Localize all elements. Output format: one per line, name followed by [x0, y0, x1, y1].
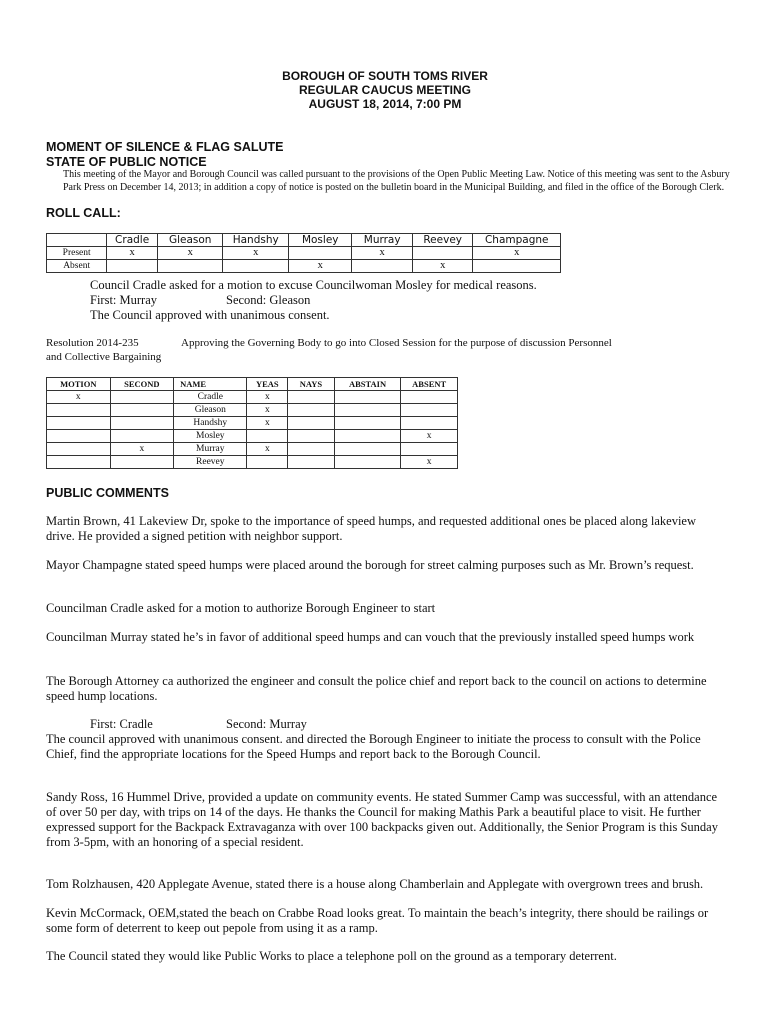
heading-public-comments: PUBLIC COMMENTS	[46, 486, 169, 500]
vote-cell	[110, 430, 174, 443]
vote-cell	[288, 456, 335, 469]
roll-header-cell: Handshy	[223, 234, 289, 247]
vote-cell	[334, 404, 401, 417]
doc-title-line1: BOROUGH OF SOUTH TOMS RIVER	[282, 69, 488, 83]
vote-cell	[334, 430, 401, 443]
vote-cell	[110, 417, 174, 430]
vote-cell: x	[247, 391, 288, 404]
vote-cell: Handshy	[174, 417, 247, 430]
vote-cell	[47, 417, 111, 430]
comment-mayor-champagne: Mayor Champagne stated speed humps were placed around the borough for street calming purposes such as Mr. Brown’s request.	[46, 558, 694, 572]
roll-cell: x	[352, 247, 412, 260]
roll-cell: x	[223, 247, 289, 260]
vote-header-cell: MOTION	[47, 378, 111, 391]
roll-row-label: Present	[47, 247, 107, 260]
public-notice-text: This meeting of the Mayor and Borough Council was called pursuant to the provisions of the Open Public Meeting Law. Notice of this meeting was sent to the Asbury Park Press on December 14, 2013; in addition a copy of notice is posted on the bulletin board in the Municipal Building, and filed in the office of the Borough Clerk.	[63, 169, 730, 193]
council-statement-public-works: The Council stated they would like Public Works to place a telephone poll on the ground as a temporary deterrent.	[46, 949, 617, 963]
comment-tom-rolzhausen: Tom Rolzhausen, 420 Applegate Avenue, stated there is a house along Chamberlain and Applegate with overgrown trees and brush.	[46, 877, 704, 891]
vote-cell: x	[247, 404, 288, 417]
vote-cell	[110, 404, 174, 417]
vote-cell	[288, 417, 335, 430]
comment-councilman-murray: Councilman Murray stated he’s in favor of additional speed humps and can vouch that the previously installed speed humps work	[46, 630, 695, 644]
vote-cell	[247, 456, 288, 469]
roll-cell: x	[107, 247, 158, 260]
vote-row	[47, 443, 458, 456]
vote-header-cell: SECOND	[110, 378, 174, 391]
vote-header-row	[47, 378, 458, 391]
roll-header-cell: Mosley	[289, 234, 352, 247]
roll-cell	[289, 247, 352, 260]
roll-call-row-absent	[47, 260, 561, 273]
vote-cell	[110, 456, 174, 469]
motion1-second: Second: Gleason	[226, 293, 311, 307]
roll-cell	[223, 260, 289, 273]
vote-cell	[401, 443, 458, 456]
comment-councilman-cradle: Councilman Cradle asked for a motion to authorize Borough Engineer to start	[46, 601, 436, 615]
vote-cell	[288, 443, 335, 456]
vote-cell: Cradle	[174, 391, 247, 404]
roll-header-cell: Murray	[352, 234, 412, 247]
doc-title-line2: REGULAR CAUCUS MEETING	[298, 83, 471, 97]
vote-cell: Reevey	[174, 456, 247, 469]
doc-title-line3: AUGUST 18, 2014, 7:00 PM	[308, 97, 462, 111]
comment-sandy-ross: Sandy Ross, 16 Hummel Drive, provided a update on community events. He stated Summer Camp was successful, with an attendance of over 50 per day, with trips on 14 of the days. He thanks the Council for making Mathis Park a beautiful place to visit. He further expressed support for the Backpack Extravaganza with over 100 backpacks given out. Additionally, the Senior Program is this Sunday from 3-5pm, with an honoring of a special resident.	[46, 790, 718, 849]
vote-cell	[401, 417, 458, 430]
vote-cell	[288, 391, 335, 404]
vote-cell	[47, 443, 111, 456]
vote-cell	[288, 430, 335, 443]
roll-cell: x	[289, 260, 352, 273]
vote-cell	[334, 417, 401, 430]
roll-cell: x	[412, 260, 473, 273]
roll-cell	[412, 247, 473, 260]
vote-cell	[334, 391, 401, 404]
vote-cell	[288, 404, 335, 417]
vote-header-cell: ABSTAIN	[334, 378, 401, 391]
vote-cell: Mosley	[174, 430, 247, 443]
vote-cell	[47, 456, 111, 469]
roll-cell	[157, 260, 223, 273]
vote-cell: x	[47, 391, 111, 404]
vote-cell	[401, 404, 458, 417]
resolution-text-line2: and Collective Bargaining	[46, 351, 162, 363]
comment-borough-attorney: The Borough Attorney ca authorized the engineer and consult the police chief and report back to the council on actions to determine speed hump locations.	[46, 674, 707, 703]
vote-cell	[247, 430, 288, 443]
vote-header-cell: NAYS	[288, 378, 335, 391]
vote-cell: x	[247, 443, 288, 456]
vote-row	[47, 456, 458, 469]
vote-cell	[47, 404, 111, 417]
roll-cell	[107, 260, 158, 273]
vote-row	[47, 417, 458, 430]
vote-cell: x	[110, 443, 174, 456]
roll-cell: x	[473, 247, 561, 260]
heading-roll-call: ROLL CALL:	[46, 206, 121, 220]
vote-header-cell: NAME	[174, 378, 247, 391]
motion1-text: Council Cradle asked for a motion to excuse Councilwoman Mosley for medical reasons.	[90, 278, 537, 292]
roll-header-cell: Cradle	[107, 234, 158, 247]
vote-cell: Gleason	[174, 404, 247, 417]
vote-table	[46, 377, 458, 469]
vote-row	[47, 430, 458, 443]
vote-cell	[401, 391, 458, 404]
comment-kevin-mccormack: Kevin McCormack, OEM,stated the beach on Crabbe Road looks great. To maintain the beach’s integrity, there should be railings or some form of deterrent to keep out pepole from using it as a ramp.	[46, 906, 709, 935]
vote-cell	[334, 443, 401, 456]
motion1-first: First: Murray	[90, 293, 158, 307]
vote-cell	[110, 391, 174, 404]
roll-call-row-present	[47, 247, 561, 260]
heading-moment-of-silence: MOMENT OF SILENCE & FLAG SALUTE	[46, 140, 284, 154]
roll-header-cell	[47, 234, 107, 247]
roll-row-label: Absent	[47, 260, 107, 273]
motion1-result: The Council approved with unanimous consent.	[90, 308, 330, 322]
roll-header-cell: Gleason	[157, 234, 223, 247]
vote-cell	[47, 430, 111, 443]
resolution-text: Approving the Governing Body to go into Closed Session for the purpose of discussion Personnel	[181, 337, 612, 349]
roll-cell	[352, 260, 412, 273]
resolution-number: Resolution 2014-235	[46, 337, 139, 349]
roll-cell	[473, 260, 561, 273]
vote-row	[47, 391, 458, 404]
vote-cell: x	[247, 417, 288, 430]
motion2-first: First: Cradle	[90, 717, 153, 731]
roll-header-cell: Champagne	[473, 234, 561, 247]
vote-cell: x	[401, 456, 458, 469]
vote-cell: x	[401, 430, 458, 443]
vote-cell: Murray	[174, 443, 247, 456]
roll-call-header-row	[47, 234, 561, 247]
roll-header-cell: Reevey	[412, 234, 473, 247]
vote-header-cell: YEAS	[247, 378, 288, 391]
vote-header-cell: ABSENT	[401, 378, 458, 391]
council-approval-speed-humps: The council approved with unanimous consent. and directed the Borough Engineer to initiate the process to consult with the Police Chief, find the appropriate locations for the Speed Humps and report back to the Borough Council.	[46, 732, 701, 761]
heading-public-notice: STATE OF PUBLIC NOTICE	[46, 155, 207, 169]
roll-call-table	[46, 233, 561, 273]
comment-martin-brown: Martin Brown, 41 Lakeview Dr, spoke to the importance of speed humps, and requested additional ones be placed along lakeview drive. He provided a signed petition with neighbor support.	[46, 514, 697, 543]
vote-row	[47, 404, 458, 417]
motion2-second: Second: Murray	[226, 717, 307, 731]
roll-cell: x	[157, 247, 223, 260]
vote-cell	[334, 456, 401, 469]
